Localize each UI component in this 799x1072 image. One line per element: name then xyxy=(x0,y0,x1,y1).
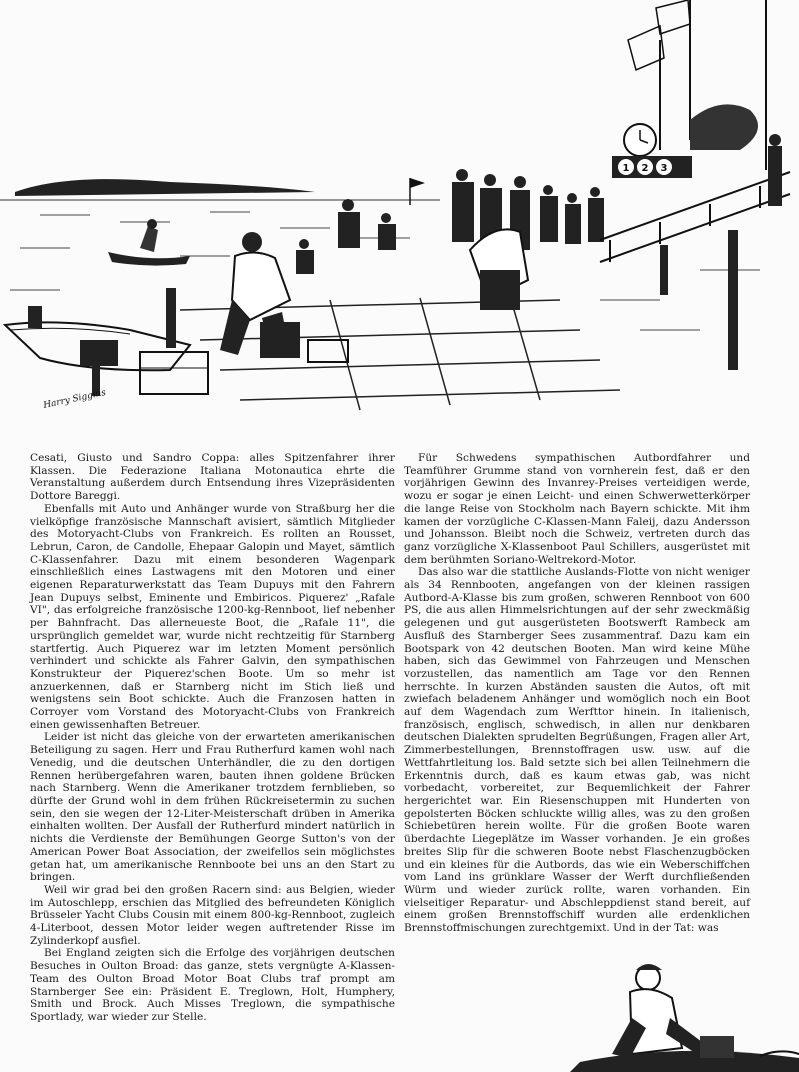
scoreboard-digit-2: 2 xyxy=(641,163,649,174)
scoreboard-digit-1: 1 xyxy=(622,163,630,174)
artist-signature: Harry Siggins xyxy=(42,387,107,411)
paragraph: Für Schwedens sympathischen Autbordfahrer und Teamführer Grumme stand von vornherein fest, daß er den vorjährigen Gewinn des Invanrey-Preises verteidigen werde, wozu er sogar je einen Leicht- und einen Schwerwetterkörper die lange Reise von Stockholm nach Bayern schickte. Mit ihm kamen der vorzügliche C-Klassen-Mann Faleij, dazu Andersson und Johansson. Bleibt noch die Schweiz, vertreten durch das ganz vorzügliche X-Klassenboot Paul Schillers, ausgerüstet mit dem berühmten Soriano-Weltrekord-Motor. xyxy=(404,452,750,566)
far-shoreline xyxy=(15,179,315,196)
paragraph: Weil wir grad bei den großen Racern sind: aus Belgien, wieder im Autoschlepp, erschien das Mitglied des befreundeten Königlich Brüsseler Yacht Clubs Cousin mit einem 800-kg-Rennboot, zugleich 4-Literboot, dessen Motor leider wegen auftretender Risse im Zylinderkopf ausfiel. xyxy=(30,883,395,947)
paragraph: Cesati, Giusto und Sandro Coppa: alles Spitzenfahrer ihrer Klassen. Die Federazione Italiana Motonautica ehrte die Veranstaltung außerdem durch Entsendung ihres Vizepräsidenten Dottore Bareggi. xyxy=(30,452,395,503)
paragraph: Leider ist nicht das gleiche von der erwarteten amerikanischen Beteiligung zu sagen. Herr und Frau Rutherfurd kamen wohl nach Venedig, und die deutschen Unterhändler, die zu den dortigen Rennen herübergefahren waren, bauten ihnen goldene Brücken nach Starnberg. Wenn die Amerikaner trotzdem fernblieben, so dürfte der Grund wohl in dem frühen Rückreisetermin zu suchen sein, den sie wegen der 12-Liter-Meisterschaft drüben in Amerika einhalten wollten. Der Ausfall der Rutherfurd mindert natürlich in nichts die Verdienste der Bemühungen George Sutton's von der American Power Boat Association, der zweifellos sein möglichstes getan hat, um amerikanische Rennboote bei uns an den Start zu bringen. xyxy=(30,731,395,884)
paragraph: Bei England zeigten sich die Erfolge des vorjährigen deutschen Besuches in Oulton Broad: das ganze, stets vergnügte A-Klassen-Team des Oulton Broad Motor Boat Clubs traf prompt am Starnberger See ein: Präsident E. Treglown, Holt, Humphery, Smith und Brock. Auch Misses Treglown, die sympathische Sportlady, war wieder zur Stelle. xyxy=(30,947,395,1023)
paragraph: Ebenfalls mit Auto und Anhänger wurde von Straßburg her die vielköpfige französische Mannschaft avisiert, sämtlich Mitglieder des Motoryacht-Clubs von Frankreich. Es rollten an Rousset, Lebrun, Caron, de Candolle, Ehepaar Galopin und Mayet, sämtlich C-Klassenfahrer. Dazu mit einem besonderen Wagenpark einschließlich eines Lastwagens mit den Motoren und einer eigenen Reparaturwerkstatt das Team Dupuys mit den Fahrern Jean Dupuys selbst, Eminente und Embiricos. Piquerez' „Rafale VI", das erfolgreiche französische 1200-kg-Rennboot, lief nebenher per Bahnfracht. Das allerneueste Boot, die „Rafale 11", die ursprünglich gemeldet war, wurde nicht rechtzeitig für Starnberg startfertig. Auch Piquerez war im letzten Moment persönlich verhindert und schickte als Fahrer Galvin, den sympathischen Konstrukteur der Piquerez'schen Boote. Um so mehr ist anzuerkennen, daß er Starnberg nicht im Stich ließ und wenigstens sein Boot schickte. Auch die Franzosen hatten in Corroyer vom Vorstand des Motoryacht-Clubs von Frankreich einen gewissenhaften Betreuer. xyxy=(30,502,395,731)
crowd-figures xyxy=(296,169,604,274)
crate xyxy=(140,352,208,394)
boat-left xyxy=(108,252,190,266)
racer-illustration xyxy=(560,958,799,1072)
article-column-left xyxy=(30,452,395,1024)
grandstand-bridge xyxy=(600,172,790,262)
scoreboard-digit-3: 3 xyxy=(660,163,668,174)
paragraph: Das also war die stattliche Auslands-Flotte von nicht weniger als 34 Rennbooten, angefangen von der kleinen rassigen Autbord-A-Klasse bis zum großen, schweren Rennboot von 600 PS, die aus allen Himmelsrichtungen auf der sehr zweckmäßig gelegenen und gut ausgerüsteten Bootswerft Rambeck am Ausfluß des Starnberger Sees zusammentraf. Dazu kam ein Bootspark von 42 deutschen Booten. Man wird keine Mühe haben, sich das Gewimmel von Fahrzeugen und Menschen vorzustellen, das namentlich am Tage vor den Rennen herrschte. In kurzen Abständen sausten die Autos, oft mit zwiefach beladenem Anhänger und womöglich noch ein Boot auf dem Wagendach zum Werfttor hinein. In italienisch, französisch, englisch, schwedisch, in allen nur denkbaren deutschen Dialekten sprudelten Begrüßungen, Fragen aller Art, Zimmerbestellungen, Brennstoffragen usw. usw. auf die Wettfahrtleitung los. Bald setzte sich bei allen Teilnehmern die Erkenntnis durch, daß es kaum etwas gab, was nicht vorbedacht, vorbereitet, zur Bequemlichkeit der Fahrer hergerichtet war. Ein Riesenschuppen mit Hunderten von gepolsterten Böcken schluckte willig alles, was zu den großen Schiebetüren herein wollte. Für die großen Boote waren überdachte Liegeplätze im Wasser vorhanden. Je ein großes breites Slip für die schweren Boote nebst Flaschenzugböcken und ein kleines für die Autbords, das wie ein Weberschiffchen vom Land ins grünklare Wasser der Werft durchfließenden Würm und wieder zurück rollte, waren vorhanden. Ein vielseitiger Reparatur- und Abschleppdienst stand bereit, auf einem großen Brennstoffschiff wurden alle erdenklichen Brennstoffmischungen zurechtgemixt. Und in der Tat: was xyxy=(404,566,750,935)
article-column-right xyxy=(404,452,750,935)
regatta-illustration xyxy=(0,0,799,430)
